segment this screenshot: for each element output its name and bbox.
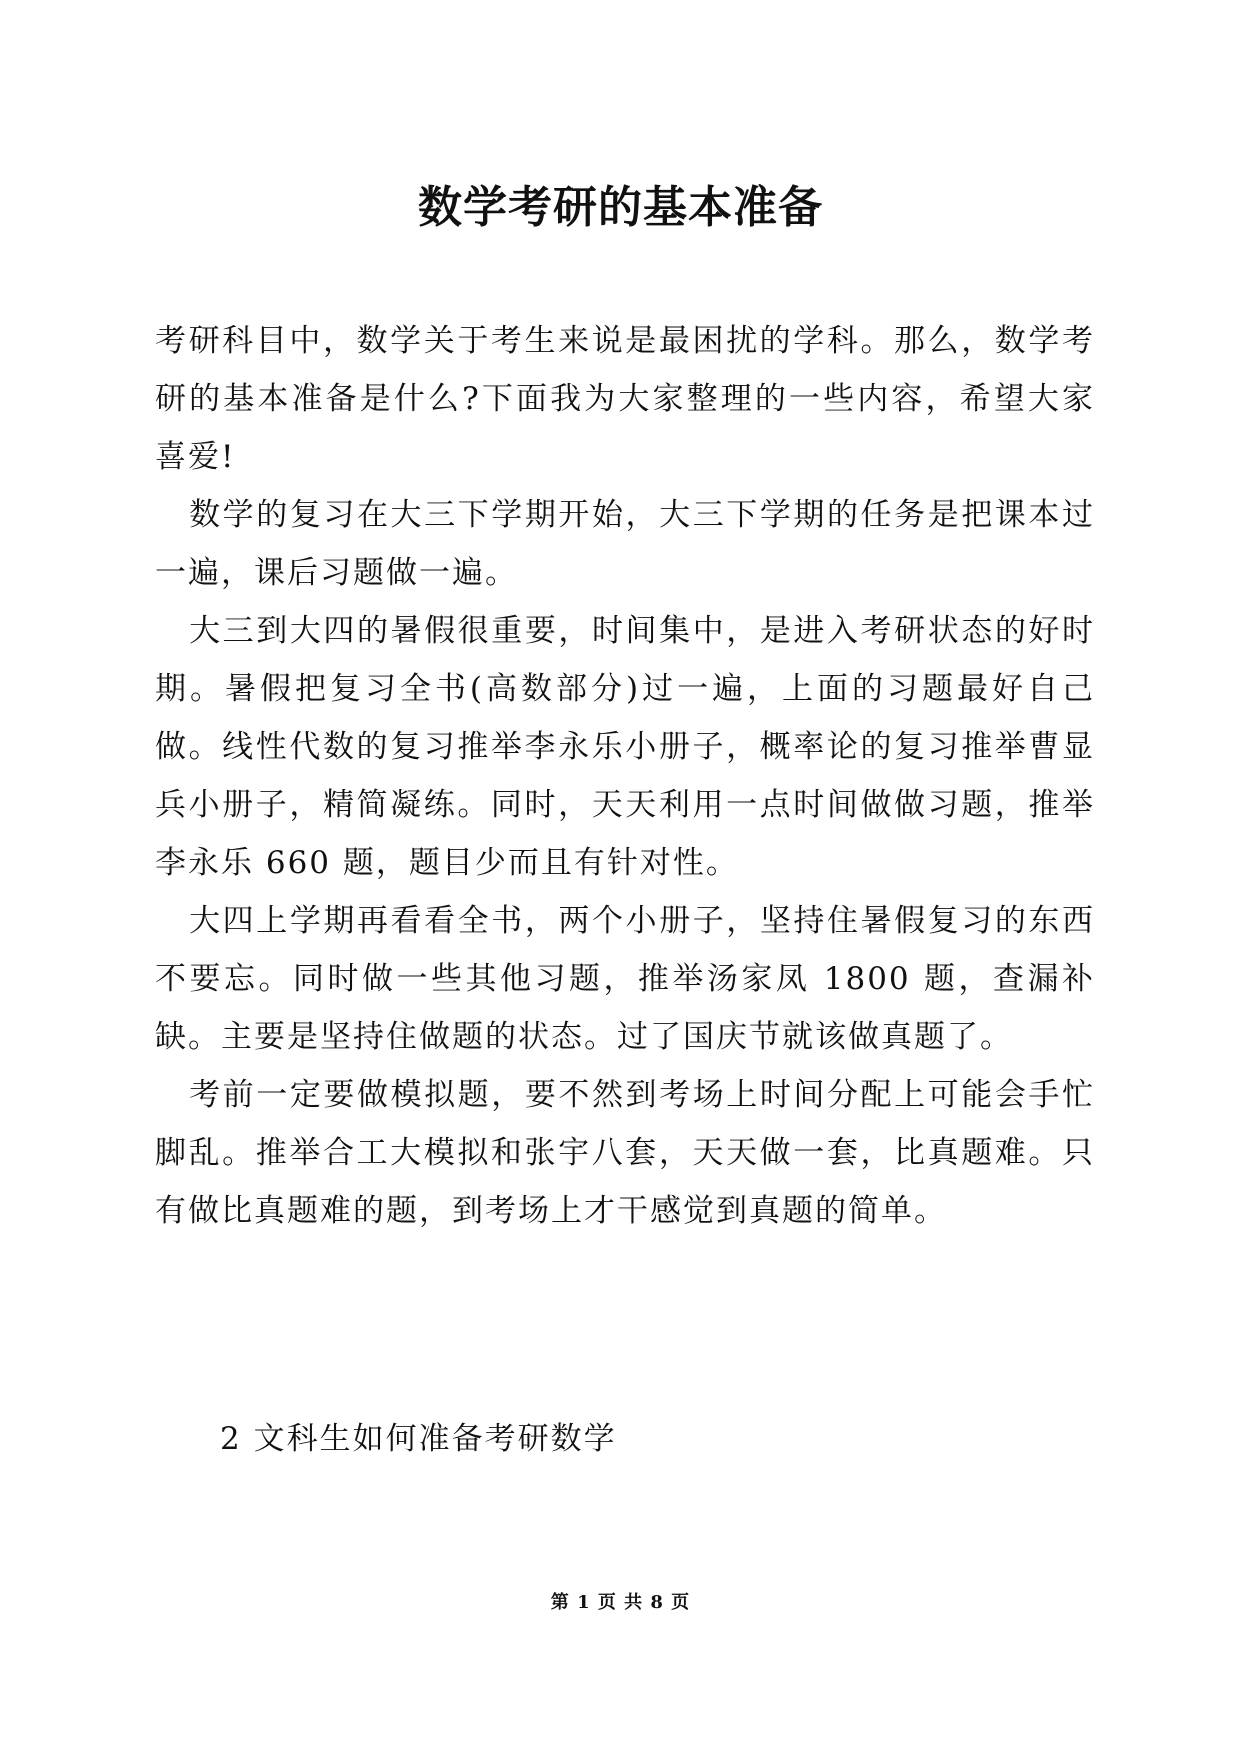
paragraph-mock-exams: 考前一定要做模拟题，要不然到考场上时间分配上可能会手忙脚乱。推举合工大模拟和张宇八套，天天做一套，比真题难。只有做比真题难的题，到考场上才干感觉到真题的简单。 xyxy=(155,1077,1095,1229)
paragraph-intro: 考研科目中，数学关于考生来说是最困扰的学科。那么，数学考研的基本准备是什么?下面我为大家整理的一些内容，希望大家喜爱! xyxy=(155,323,1095,475)
page-footer: 第 1 页 共 8 页 xyxy=(550,1592,691,1613)
section-heading: 2 文科生如何准备考研数学 xyxy=(220,1421,617,1457)
paragraph-summer: 大三到大四的暑假很重要，时间集中，是进入考研状态的好时期。暑假把复习全书(高数部分)过一遍，上面的习题最好自己做。线性代数的复习推举李永乐小册子，概率论的复习推举曹显兵小册子，精简凝练。同时，天天利用一点时间做做习题，推举李永乐 660 题，题目少而且有针对性。 xyxy=(155,613,1095,881)
document-title: 数学考研的基本准备 xyxy=(418,182,823,233)
document-body xyxy=(155,312,1095,1240)
paragraph-senior-fall: 大四上学期再看看全书，两个小册子，坚持住暑假复习的东西不要忘。同时做一些其他习题，推举汤家凤 1800 题，查漏补缺。主要是坚持住做题的状态。过了国庆节就该做真题了。 xyxy=(155,903,1095,1055)
paragraph-junior-spring: 数学的复习在大三下学期开始，大三下学期的任务是把课本过一遍，课后习题做一遍。 xyxy=(155,497,1095,591)
